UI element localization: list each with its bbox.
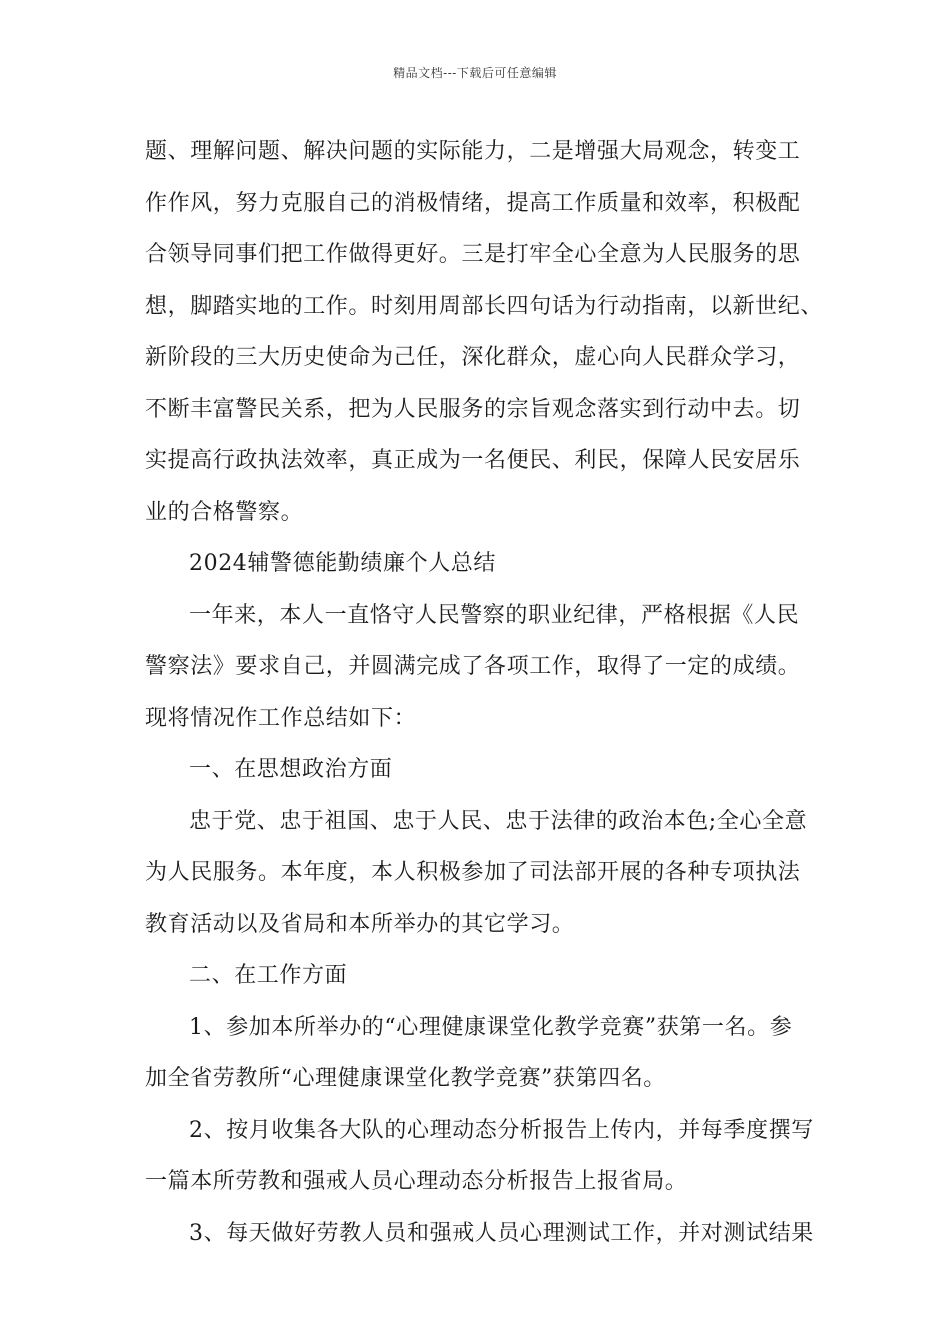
text-line: 题、理解问题、解决问题的实际能力，二是增强大局观念，转变工	[145, 139, 801, 164]
text-line: 一年来，本人一直恪守人民警察的职业纪律，严格根据《人民	[189, 602, 800, 628]
text-line: 新阶段的三大历史使命为己任，深化群众，虚心向人民群众学习，	[145, 345, 801, 370]
text-line: 3、每天做好劳教人员和强戒人员心理测试工作，并对测试结果	[189, 1220, 814, 1246]
text-line: 二、在工作方面	[189, 963, 348, 988]
text-line: 2024辅警德能勤绩廉个人总结	[189, 551, 496, 576]
text-line: 实提高行政执法效率，真正成为一名便民、利民，保障人民安居乐	[145, 448, 801, 473]
text-line: 一、在思想政治方面	[189, 757, 393, 782]
text-line: 教育活动以及省局和本所举办的其它学习。	[145, 911, 575, 937]
text-line: 现将情况作工作总结如下：	[145, 705, 417, 731]
text-line: 不断丰富警民关系，把为人民服务的宗旨观念落实到行动中去。切	[145, 396, 801, 422]
text-line: 想，脚踏实地的工作。时刻用周部长四句话为行动指南，以新世纪、	[145, 293, 824, 319]
text-line: 2、按月收集各大队的心理动态分析报告上传内，并每季度撰写	[189, 1117, 814, 1143]
text-line: 加全省劳教所“心理健康课堂化教学竞赛”获第四名。	[145, 1066, 666, 1091]
text-line: 合领导同事们把工作做得更好。三是打牢全心全意为人民服务的思	[145, 242, 801, 267]
text-line: 一篇本所劳教和强戒人员心理动态分析报告上报省局。	[145, 1169, 688, 1194]
text-line: 业的合格警察。	[145, 499, 304, 525]
text-line: 为人民服务。本年度，本人积极参加了司法部开展的各种专项执法	[145, 860, 801, 885]
text-line: 1、参加本所举办的“心理健康课堂化教学竞赛”获第一名。参	[189, 1014, 793, 1040]
text-line: 警察法》要求自己，并圆满完成了各项工作，取得了一定的成绩。	[145, 654, 801, 679]
text-line: 作作风，努力克服自己的消极情绪，提高工作质量和效率，积极配	[145, 190, 801, 216]
page-header: 精品文档---下载后可任意编辑	[393, 66, 557, 80]
document-body	[145, 126, 825, 1259]
text-line: 忠于党、忠于祖国、忠于人民、忠于法律的政治本色;全心全意	[189, 808, 808, 834]
